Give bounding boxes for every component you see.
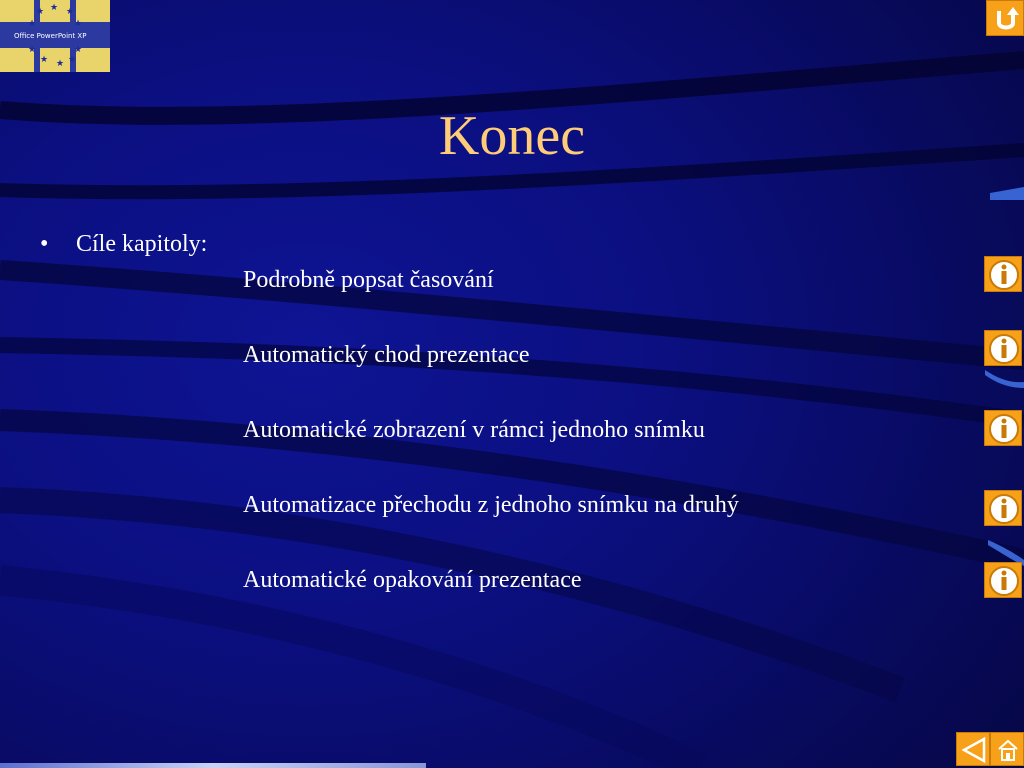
list-item: Podrobně popsat časování [243, 267, 494, 293]
home-icon [991, 733, 1024, 767]
logo-text: Office PowerPoint XP [14, 30, 98, 42]
return-button[interactable] [986, 0, 1024, 36]
home-button[interactable] [990, 732, 1024, 766]
info-button-1[interactable] [984, 256, 1022, 292]
list-item: Automatické zobrazení v rámci jednoho snímku [243, 417, 705, 443]
list-item: Automatizace přechodu z jednoho snímku na druhý [243, 492, 739, 518]
info-button-5[interactable] [984, 562, 1022, 598]
info-icon [985, 563, 1023, 599]
info-button-3[interactable] [984, 410, 1022, 446]
return-arrow-icon [987, 1, 1024, 37]
slide-title: Konec [438, 105, 586, 167]
info-button-4[interactable] [984, 490, 1022, 526]
previous-button[interactable] [956, 732, 990, 766]
goals-list [243, 265, 739, 640]
office-xp-logo: ★ ★ ★ ★ ★ ★ ★ ★ ★ ★ Office PowerPoint XP [0, 0, 110, 72]
info-button-2[interactable] [984, 330, 1022, 366]
bullet-heading [40, 229, 207, 259]
bullet-text: Cíle kapitoly: [76, 231, 208, 257]
info-icon [985, 257, 1023, 293]
previous-triangle-icon [957, 733, 991, 767]
info-icon [985, 331, 1023, 367]
slide-progress-bar [0, 763, 426, 768]
info-icon [985, 411, 1023, 447]
bullet-dot: • [40, 231, 49, 257]
list-item: Automatické opakování prezentace [243, 567, 582, 593]
list-item: Automatický chod prezentace [243, 342, 530, 368]
info-icon [985, 491, 1023, 527]
